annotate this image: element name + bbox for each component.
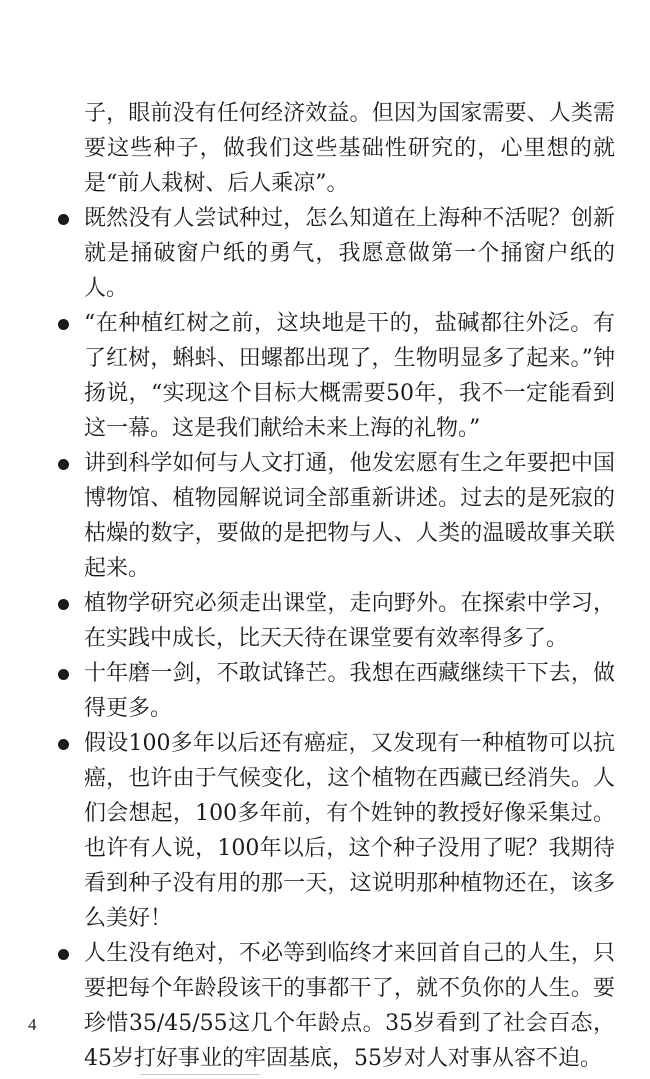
text-body <box>55 96 615 1076</box>
bullet-icon <box>58 319 69 330</box>
bullet-icon <box>58 459 69 470</box>
quote-item <box>55 656 615 726</box>
page-number: 4 <box>28 1015 37 1034</box>
quote-text: 讲到科学如何与人文打通，他发宏愿有生之年要把中国博物馆、植物园解说词全部重新讲述。过去的是死寂的枯燥的数字，要做的是把物与人、人类的温暖故事关联起来。 <box>84 451 615 581</box>
quote-text: 植物学研究必须走出课堂，走向野外。在探索中学习，在实践中成长，比天天待在课堂要有效率得多了。 <box>84 591 615 651</box>
quote-item <box>55 586 615 656</box>
quote-text: 既然没有人尝试种过，怎么知道在上海种不活呢？创新就是捅破窗户纸的勇气，我愿意做第一个捅窗户纸的人。 <box>84 206 615 301</box>
quote-item <box>55 726 615 936</box>
quote-text: 十年磨一剑，不敢试锋芒。我想在西藏继续干下去，做得更多。 <box>84 661 615 721</box>
quote-text: 人生没有绝对，不必等到临终才来回首自己的人生，只要把每个年龄段该干的事都干了，就不负你的人生。要珍惜35/45/55这几个年龄点。35岁看到了社会百态，45岁打好事业的牢固基底，55岁对人对事从容不迫。 <box>84 941 615 1071</box>
quote-item <box>55 936 615 1076</box>
intro-paragraph: 子，眼前没有任何经济效益。但因为国家需要、人类需要这些种子，做我们这些基础性研究的，心里想的就是“前人栽树、后人乘凉”。 <box>84 101 615 196</box>
quote-item <box>55 446 615 586</box>
bullet-icon <box>58 214 69 225</box>
quote-item <box>55 306 615 446</box>
bullet-icon <box>58 669 69 680</box>
quote-text: “在种植红树之前，这块地是干的，盐碱都往外泛。有了红树，蝌蚪、田螺都出现了，生物明显多了起来。”钟扬说，“实现这个目标大概需要50年，我不一定能看到这一幕。这是我们献给未来上海的礼物。” <box>84 311 615 441</box>
bullet-icon <box>58 739 69 750</box>
bottom-divider <box>140 1074 260 1075</box>
quote-item <box>55 201 615 306</box>
bullet-icon <box>58 599 69 610</box>
bullet-icon <box>58 949 69 960</box>
quote-text: 假设100多年以后还有癌症，又发现有一种植物可以抗癌，也许由于气候变化，这个植物在西藏已经消失。人们会想起，100多年前，有个姓钟的教授好像采集过。也许有人说，100年以后，这个种子没用了呢？我期待看到种子没有用的那一天，这说明那种植物还在，该多么美好！ <box>84 731 615 931</box>
